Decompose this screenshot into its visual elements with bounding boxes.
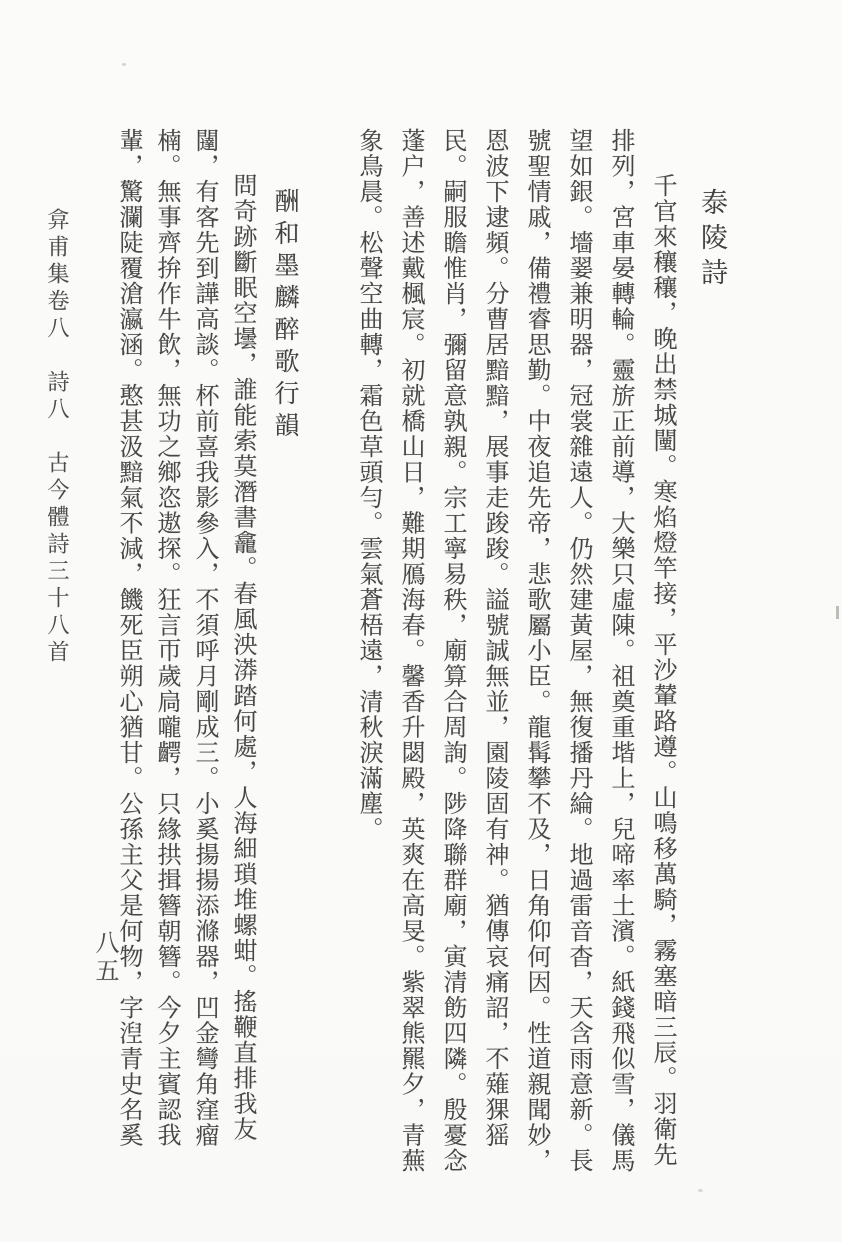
poem1-column-6: 民。嗣服瞻惟肖，彌留意孰親。宗工寧易秩，廟算合周詢。陟降聯群廟，寅清飭四隣。殷憂念 <box>439 128 465 1174</box>
poem2-column-2: 闥，有客先到譁高談。杯前喜我影參入，不須呼月剛成三。小奚揚揚添滌器，凹金彎角窪瘤 <box>191 128 217 1148</box>
poem1-column-4: 號聖情戚，備禮睿思勤。中夜追先帝，悲歌屬小臣。龍髯攀不及，日角仰何因。性道親聞妙， <box>523 128 549 1174</box>
poem2-title: 酬和墨麟醉歌行韻 <box>271 188 298 444</box>
poem1-column-8: 象鳥晨。松聲空曲轉，霜色草頭勻。雲氣蒼梧遠，清秋淚滿塵。 <box>355 128 381 842</box>
poem1-column-7: 蓬户，善述戴楓宸。初就橋山日，難期鴈海春。馨香升閟殿，英爽在高旻。紫翠熊羆夕，青蕪 <box>397 128 423 1174</box>
scan-speck-bottom <box>698 1189 703 1192</box>
poem1-title: 泰陵詩 <box>697 188 727 293</box>
poem1-column-3: 望如銀。墻翣兼明器，冠裳雜遠人。仍然建黃屋，無復播丹綸。地過雷音杳，天含雨意新。長 <box>565 128 591 1174</box>
page-number: 八五 <box>91 930 117 986</box>
poem1-column-2: 排列，宮車晏轉輪。靈旂正前導，大樂只虛陳。祖奠重堦上，兒啼率土濱。紙錢飛似雪，儀馬 <box>607 128 633 1174</box>
scan-speck-top <box>122 63 126 66</box>
poem2-column-3: 楠。無事齊拚作牛飲，無功之鄉恣遨探。狂言帀歲扃嚨齶，只緣拱揖簪朝簪。今夕主賓認我 <box>153 128 179 1148</box>
scan-edge-mark <box>836 606 839 619</box>
poem1-column-5: 恩波下逮頻。分曹居黯黯，展事走踆踆。謚號誠無並，園陵固有神。猶傳哀痛詔，不薙猓猺 <box>481 128 507 1148</box>
poem2-column-4: 輩，驚瀾陡覆滄瀛涵。憨甚汲黯氣不減，饑死臣朔心猶甘。公孫主父是何物，字湼青史名奚 <box>115 128 141 1148</box>
poem1-column-1: 千官來穰穰，晚出禁城闉。寒焰燈竿接，平沙輦路遵。山鳴移萬騎，霧塞暗三辰。羽衛先 <box>649 173 675 1168</box>
poem2-column-1: 問奇跡斷眠空壜，誰能索莫潛書龕。春風泱漭踏何處，人海細瑣堆螺蚶。搖鞭直排我友 <box>229 173 255 1142</box>
spine-text: 弇甫集卷八 詩八 古今體詩三十八首 <box>45 208 70 667</box>
